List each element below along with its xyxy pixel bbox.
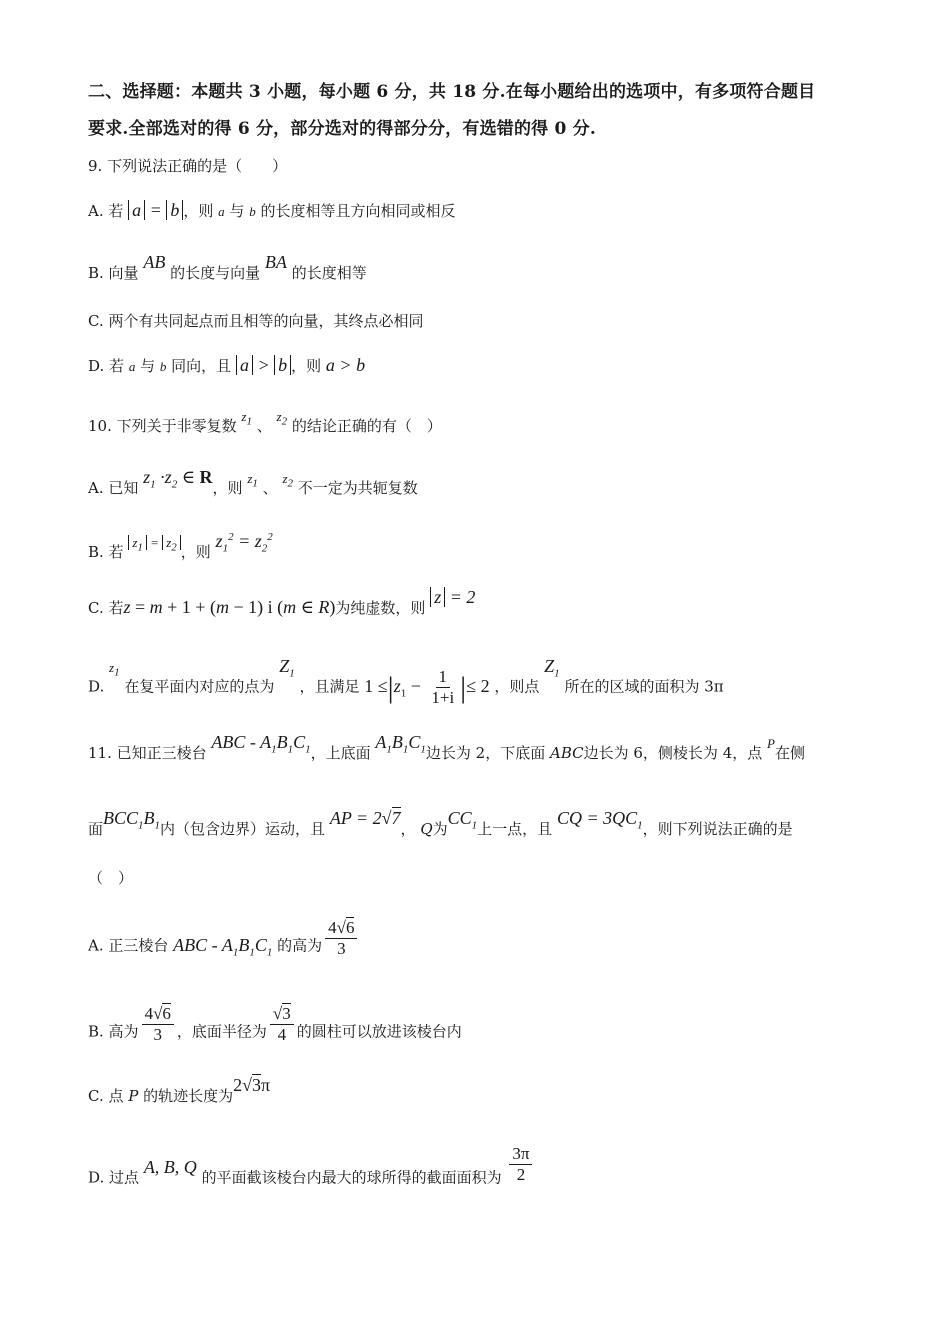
q9-option-a: A. 若 a = b ，则 a 与 b 的长度相等且方向相同或相反 <box>88 200 456 220</box>
q9-option-b: B. 向量 AB 的长度与向量 BA 的长度相等 <box>88 252 367 282</box>
section-heading-line-2: 要求.全部选对的得 6 分，部分选对的得部分分，有选错的得 0 分. <box>88 119 596 139</box>
q11-stem-line-2: 面$BCC_1B_1$内（包含边界）运动，且 AP = 2√7， Q为$CC_1$上一点，且 CQ = $3QC_1$，则下列说法正确的是 <box>88 808 793 838</box>
q10-option-c: C. 若z = m + 1 + (m − 1) i (m ∈ R)为纯虚数，则 z = 2 <box>88 587 476 617</box>
q9-stem: 9. 下列说法正确的是（ ） <box>88 157 288 175</box>
q10-stem: 10. 下列关于非零复数 $z_1$ 、 $z_2$ 的结论正确的有（ ） <box>88 409 442 435</box>
section-heading-line-1: 二、选择题：本题共 3 小题，每小题 6 分，共 18 分.在每小题给出的选项中，有多项符合题目 <box>88 82 816 102</box>
q10-option-a: A. 已知 $z_1 \cdot z_2$ ∈ R，则 $z_1$ 、 $z_2$ 不一定为共轭复数 <box>88 467 418 497</box>
q11-option-c: C. 点 P 的轨迹长度为2√3π <box>88 1075 271 1105</box>
q9-option-d: D. 若 a 与 b 同向，且 a > b ，则 a > b <box>88 355 366 375</box>
q11-option-d: D. 过点 A, B, Q 的平面截该棱台内最大的球所得的截面面积为 $\frac{3\pi}{2}$ <box>88 1158 890 1199</box>
q11-option-a: A. 正三棱台 ABC - $A_1B_1C_1$ 的高为 $\frac{4√6}{3}$ <box>88 926 890 967</box>
q10-option-d: D. $z_1$ 在复平面内对应的点为 $Z_1$ ，且满足 $1 \le|z_1$ − $\frac{1}{1+i}$ |≤ 2 ，则点 $Z_1$ 所在的区域的面积为 3π <box>88 655 724 707</box>
q11-stem-line-3: （ ） <box>88 869 134 887</box>
q10-option-b: B. 若 $z_1 = z_2$ ，则 $z_1^2 = z_2^2$ <box>88 531 273 561</box>
q11-option-b: B. 高为 $\frac{4√6}{3}$ ，底面半径为 $\frac{√3}{4}$ 的圆柱可以放进该棱台内 <box>88 1004 462 1044</box>
q11-stem-line-1: 11. 已知正三棱台 ABC - $A_1B_1C_1$，上底面 $A_1B_1C_1$边长为 2，下底面 ABC边长为 6，侧棱长为 4，点 P在侧 <box>88 732 805 762</box>
q9-option-c: C. 两个有共同起点而且相等的向量，其终点必相同 <box>88 312 424 330</box>
